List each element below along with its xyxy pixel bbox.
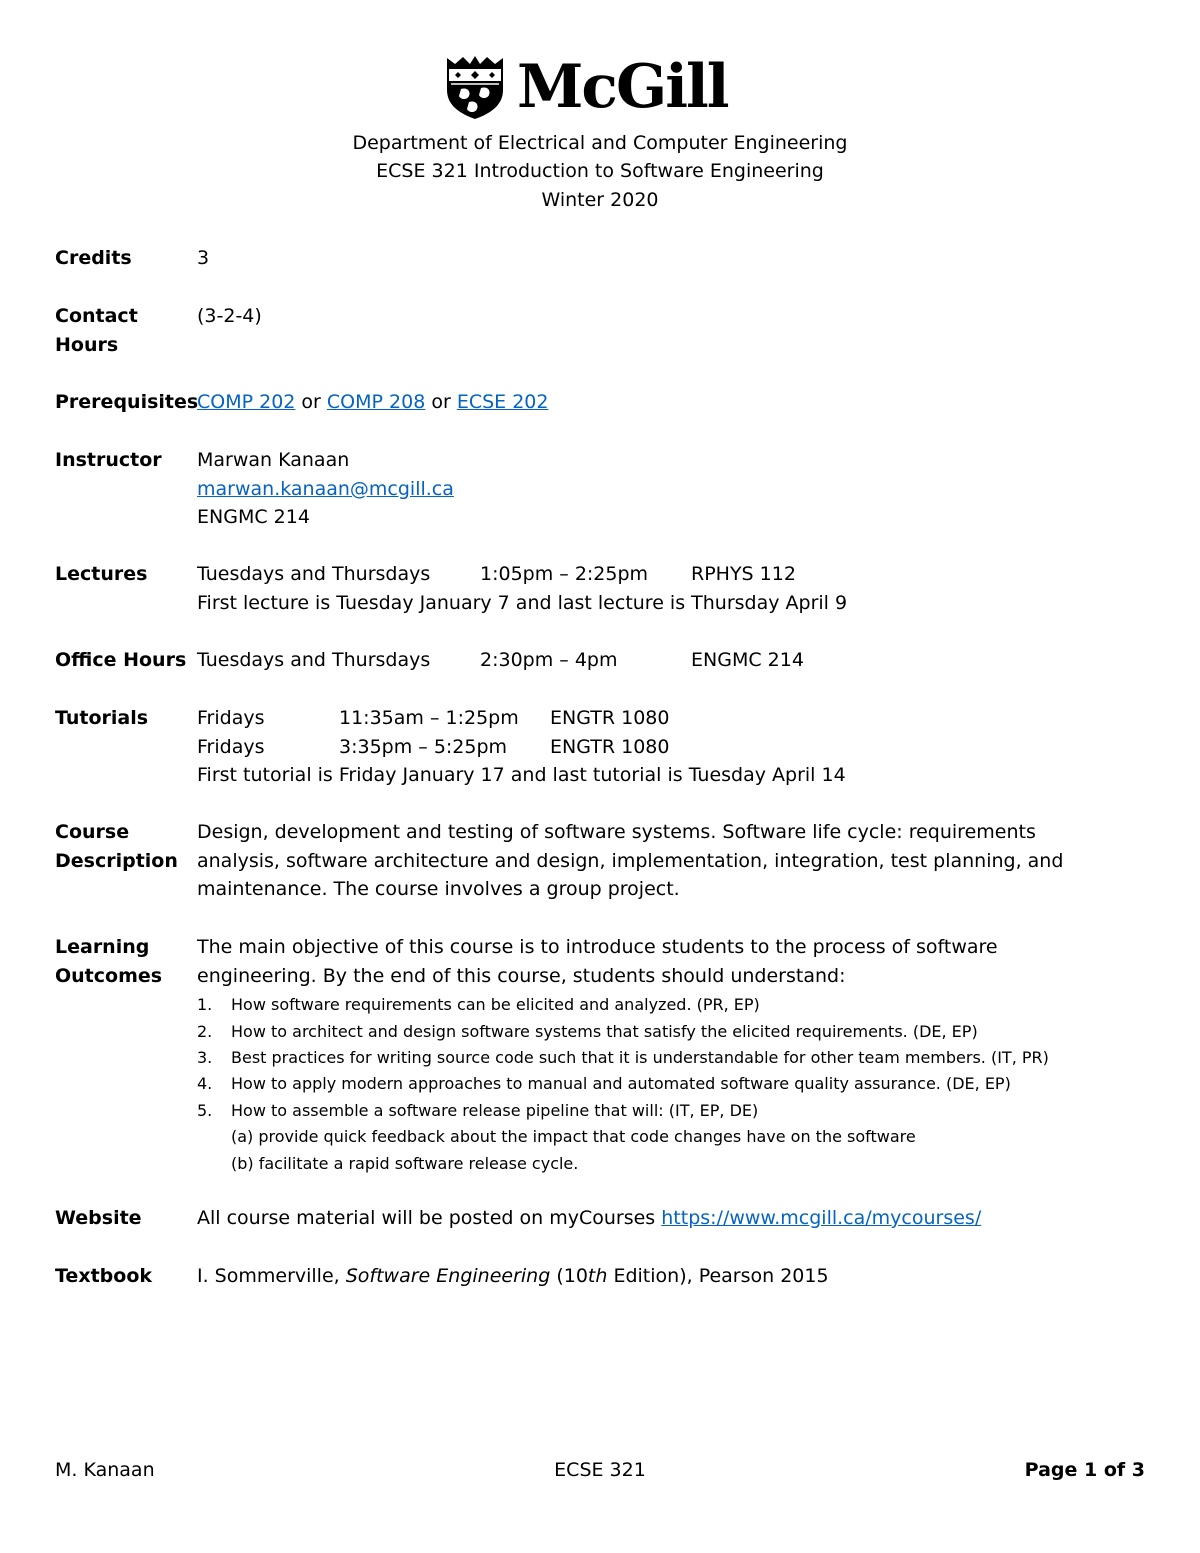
instructor-details bbox=[197, 446, 1157, 532]
outcome-text: How to apply modern approaches to manual and automated software quality assurance. (DE, EP) bbox=[231, 1074, 1011, 1094]
outcome-text: How to assemble a software release pipeline that will: (IT, EP, DE) bbox=[231, 1100, 759, 1120]
outcome-item bbox=[197, 1071, 1157, 1097]
office-hours-room: ENGMC 214 bbox=[691, 649, 804, 671]
description-line: maintenance. The course involves a group project. bbox=[197, 878, 680, 901]
term: Winter 2020 bbox=[541, 189, 659, 211]
prereq-link-comp208[interactable]: COMP 208 bbox=[326, 391, 426, 413]
tutorial-row bbox=[197, 733, 1157, 762]
outcome-number: 3. bbox=[197, 1047, 213, 1067]
textbook-edition-th: th bbox=[587, 1265, 608, 1287]
textbook-title: Software Engineering bbox=[345, 1265, 551, 1287]
website-label: Website bbox=[55, 1207, 142, 1229]
prerequisites-value bbox=[197, 388, 1157, 417]
page-footer bbox=[0, 1456, 1200, 1486]
description-line: analysis, software architecture and design, implementation, integration, test planning, and bbox=[197, 849, 1064, 872]
course-title: ECSE 321 Introduction to Software Engineering bbox=[376, 160, 824, 182]
prereq-separator: or bbox=[425, 391, 457, 413]
outcome-item bbox=[197, 992, 1157, 1018]
office-hours-days: Tuesdays and Thursdays bbox=[197, 649, 431, 671]
tutorials-label: Tutorials bbox=[55, 707, 149, 729]
textbook-author: I. Sommerville, bbox=[197, 1265, 346, 1287]
prereq-separator: or bbox=[295, 391, 327, 413]
lectures-days: Tuesdays and Thursdays bbox=[197, 563, 431, 585]
credits-label: Credits bbox=[55, 247, 132, 269]
tutorials-note: First tutorial is Friday January 17 and last tutorial is Tuesday April 14 bbox=[197, 764, 846, 787]
prereq-link-comp202[interactable]: COMP 202 bbox=[197, 391, 296, 413]
mycourses-link[interactable]: https://www.mcgill.ca/mycourses/ bbox=[661, 1207, 982, 1229]
tutorials-details bbox=[197, 704, 1157, 790]
instructor-office: ENGMC 214 bbox=[197, 506, 310, 529]
mcgill-crest-icon bbox=[443, 54, 507, 120]
outcome-text: How to architect and design software systems that satisfy the elicited requirements. (DE, EP) bbox=[231, 1021, 978, 1041]
outcome-number: 2. bbox=[197, 1021, 213, 1041]
lectures-room: RPHYS 112 bbox=[691, 563, 796, 585]
department-name: Department of Electrical and Computer Engineering bbox=[352, 132, 848, 154]
course-description-label-line2: Description bbox=[55, 849, 178, 872]
website-text: All course material will be posted on myCourses bbox=[197, 1207, 662, 1229]
prerequisites-label: Prerequisites bbox=[55, 391, 199, 413]
tutorial-time: 11:35am – 1:25pm bbox=[339, 707, 519, 729]
lectures-note: First lecture is Tuesday January 7 and last lecture is Thursday April 9 bbox=[197, 591, 848, 614]
textbook-edition-open: (10 bbox=[550, 1265, 588, 1287]
tutorial-row bbox=[197, 704, 1157, 733]
lectures-details bbox=[197, 560, 1157, 617]
instructor-name: Marwan Kanaan bbox=[197, 449, 350, 471]
description-line: Design, development and testing of software systems. Software life cycle: requirements bbox=[197, 821, 1036, 843]
outcomes-intro-line: engineering. By the end of this course, students should understand: bbox=[197, 964, 846, 987]
contact-hours-value: (3-2-4) bbox=[197, 305, 262, 327]
office-hours-time: 2:30pm – 4pm bbox=[480, 649, 618, 671]
learning-outcomes-content bbox=[197, 933, 1157, 1177]
tutorial-day: Fridays bbox=[197, 707, 265, 729]
website-value bbox=[197, 1204, 1157, 1233]
footer-page-number: Page 1 of 3 bbox=[1024, 1459, 1145, 1481]
tutorial-time: 3:35pm – 5:25pm bbox=[339, 735, 508, 758]
outcomes-intro-line: The main objective of this course is to introduce students to the process of software bbox=[197, 936, 998, 958]
prereq-link-ecse202[interactable]: ECSE 202 bbox=[456, 391, 549, 413]
outcome-item bbox=[197, 1098, 1157, 1124]
office-hours-label: Office Hours bbox=[55, 649, 187, 671]
textbook-value bbox=[197, 1262, 1157, 1291]
textbook-edition-close: Edition), Pearson 2015 bbox=[607, 1265, 829, 1287]
course-description-label-line1: Course bbox=[55, 821, 130, 843]
outcome-number: 1. bbox=[197, 995, 213, 1015]
contact-hours-label bbox=[55, 302, 195, 359]
contact-hours-label-line2: Hours bbox=[55, 333, 119, 356]
credits-value: 3 bbox=[197, 247, 210, 269]
outcome-subitem: (a) provide quick feedback about the impact that code changes have on the software bbox=[231, 1127, 916, 1147]
contact-hours-label-line1: Contact bbox=[55, 305, 138, 327]
learning-outcomes-label bbox=[55, 933, 195, 990]
footer-author: M. Kanaan bbox=[55, 1459, 155, 1481]
course-description-label bbox=[55, 818, 195, 875]
outcome-subitem: (b) facilitate a rapid software release cycle. bbox=[231, 1153, 579, 1173]
outcome-number: 4. bbox=[197, 1074, 213, 1094]
outcome-item bbox=[197, 1045, 1157, 1071]
mcgill-wordmark: McGill bbox=[517, 52, 728, 122]
course-description-text bbox=[197, 818, 1157, 904]
instructor-label: Instructor bbox=[55, 449, 162, 471]
outcome-text: Best practices for writing source code such that it is understandable for other team members. (IT, PR) bbox=[231, 1047, 1049, 1067]
footer-course: ECSE 321 bbox=[554, 1459, 646, 1481]
office-hours-details bbox=[197, 646, 1157, 675]
learning-outcomes-label-line2: Outcomes bbox=[55, 964, 163, 987]
outcomes-list bbox=[197, 992, 1157, 1177]
instructor-email-link[interactable]: marwan.kanaan@mcgill.ca bbox=[197, 477, 454, 500]
lectures-time: 1:05pm – 2:25pm bbox=[480, 563, 649, 585]
outcome-item bbox=[197, 1019, 1157, 1045]
lectures-label: Lectures bbox=[55, 563, 148, 585]
outcome-text: How software requirements can be elicited and analyzed. (PR, EP) bbox=[231, 995, 760, 1015]
tutorial-day: Fridays bbox=[197, 735, 265, 758]
learning-outcomes-label-line1: Learning bbox=[55, 936, 150, 958]
textbook-label: Textbook bbox=[55, 1265, 153, 1287]
tutorial-room: ENGTR 1080 bbox=[550, 735, 670, 758]
outcome-number: 5. bbox=[197, 1100, 213, 1120]
tutorial-room: ENGTR 1080 bbox=[550, 707, 670, 729]
